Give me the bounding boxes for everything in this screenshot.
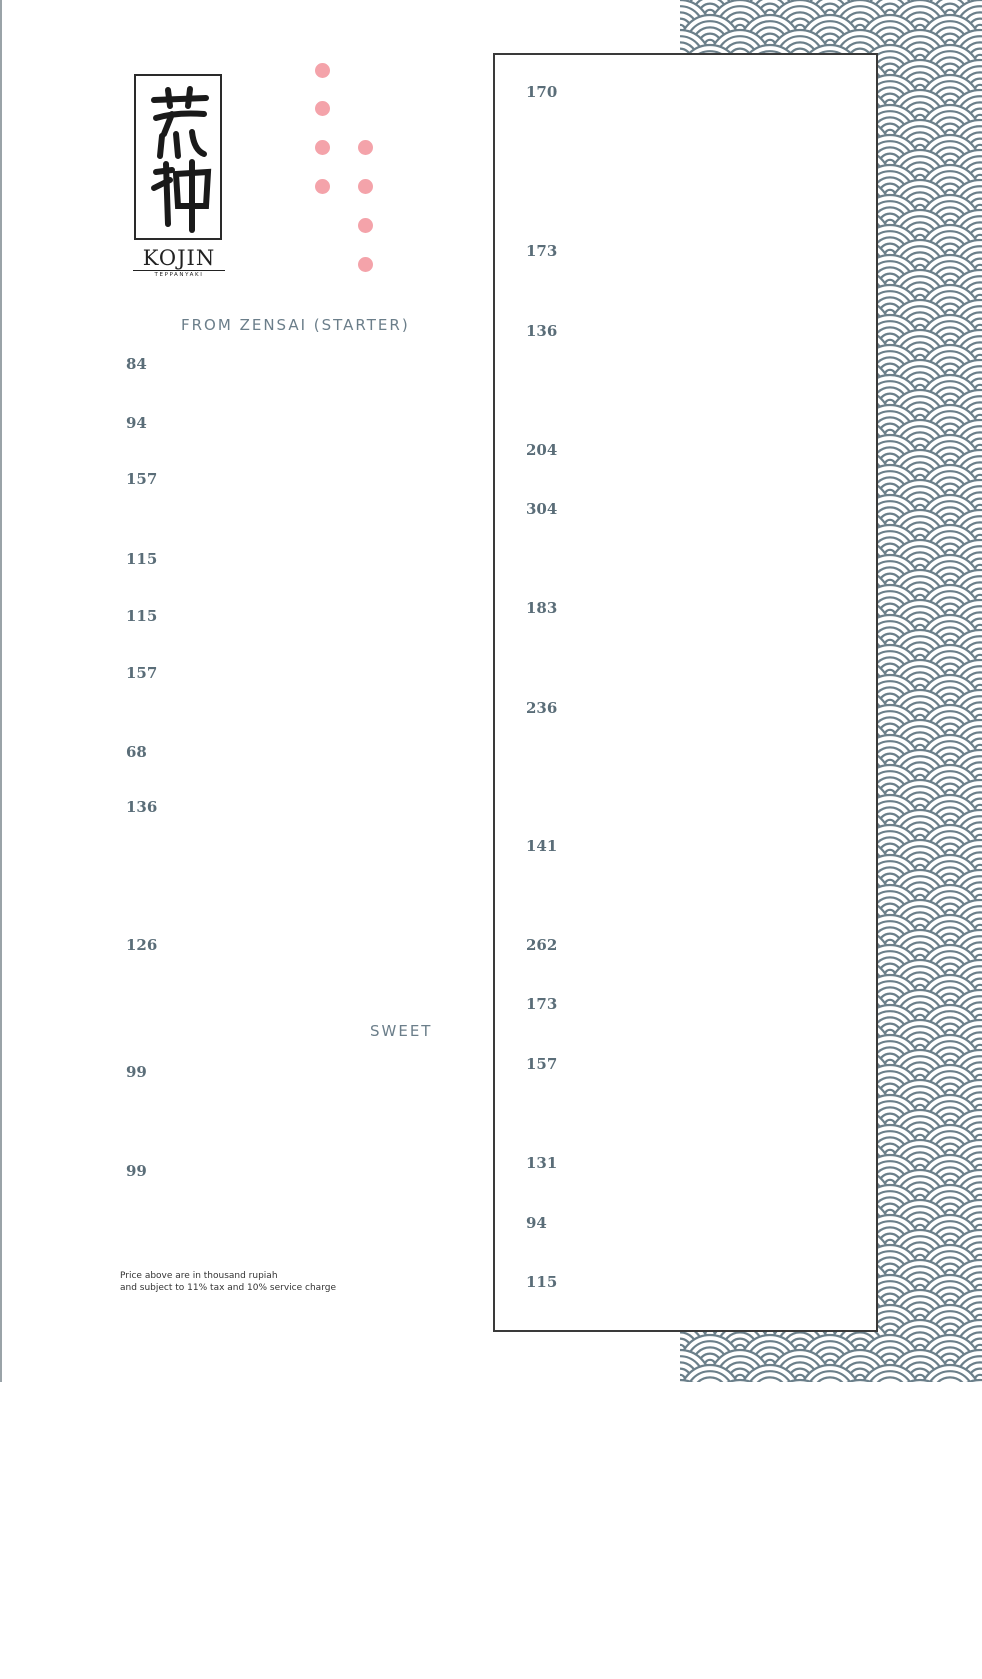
item-price: 136 [126, 798, 158, 816]
item-price: 68 [126, 743, 147, 761]
item-price: 183 [526, 599, 558, 617]
section-title-starter: FROM ZENSAI (STARTER) [181, 316, 410, 334]
page-edge [0, 0, 2, 1382]
decor-dot [315, 179, 330, 194]
item-price: 115 [126, 607, 158, 625]
item-price: 141 [526, 837, 558, 855]
kanji-logo-icon [146, 84, 214, 234]
section-title-sweet: SWEET [370, 1022, 433, 1040]
item-price: 99 [126, 1162, 147, 1180]
decor-dot [358, 140, 373, 155]
item-price: 304 [526, 500, 558, 518]
decor-dot [358, 218, 373, 233]
item-price: 94 [126, 414, 147, 432]
decor-dot [315, 140, 330, 155]
decor-dot [358, 257, 373, 272]
item-price: 99 [126, 1063, 147, 1081]
item-price: 94 [526, 1214, 547, 1232]
item-price: 84 [126, 355, 147, 373]
item-price: 126 [126, 936, 158, 954]
item-price: 236 [526, 699, 558, 717]
item-price: 115 [526, 1273, 558, 1291]
item-price: 157 [126, 664, 158, 682]
logo [134, 74, 222, 240]
item-price: 136 [526, 322, 558, 340]
decor-dot [315, 101, 330, 116]
item-price: 173 [526, 995, 558, 1013]
brand-subtitle: TEPPANYAKI [154, 272, 204, 278]
decor-dot [358, 179, 373, 194]
item-price: 157 [526, 1055, 558, 1073]
item-price: 157 [126, 470, 158, 488]
item-price: 115 [126, 550, 158, 568]
item-price: 204 [526, 441, 558, 459]
item-price: 170 [526, 83, 558, 101]
item-price: 131 [526, 1154, 558, 1172]
brand-name: KOJIN [133, 246, 225, 271]
decor-dot [315, 63, 330, 78]
price-footnote: Price above are in thousand rupiah and subject to 11% tax and 10% service charge [120, 1271, 336, 1293]
item-price: 173 [526, 242, 558, 260]
item-price: 262 [526, 936, 558, 954]
